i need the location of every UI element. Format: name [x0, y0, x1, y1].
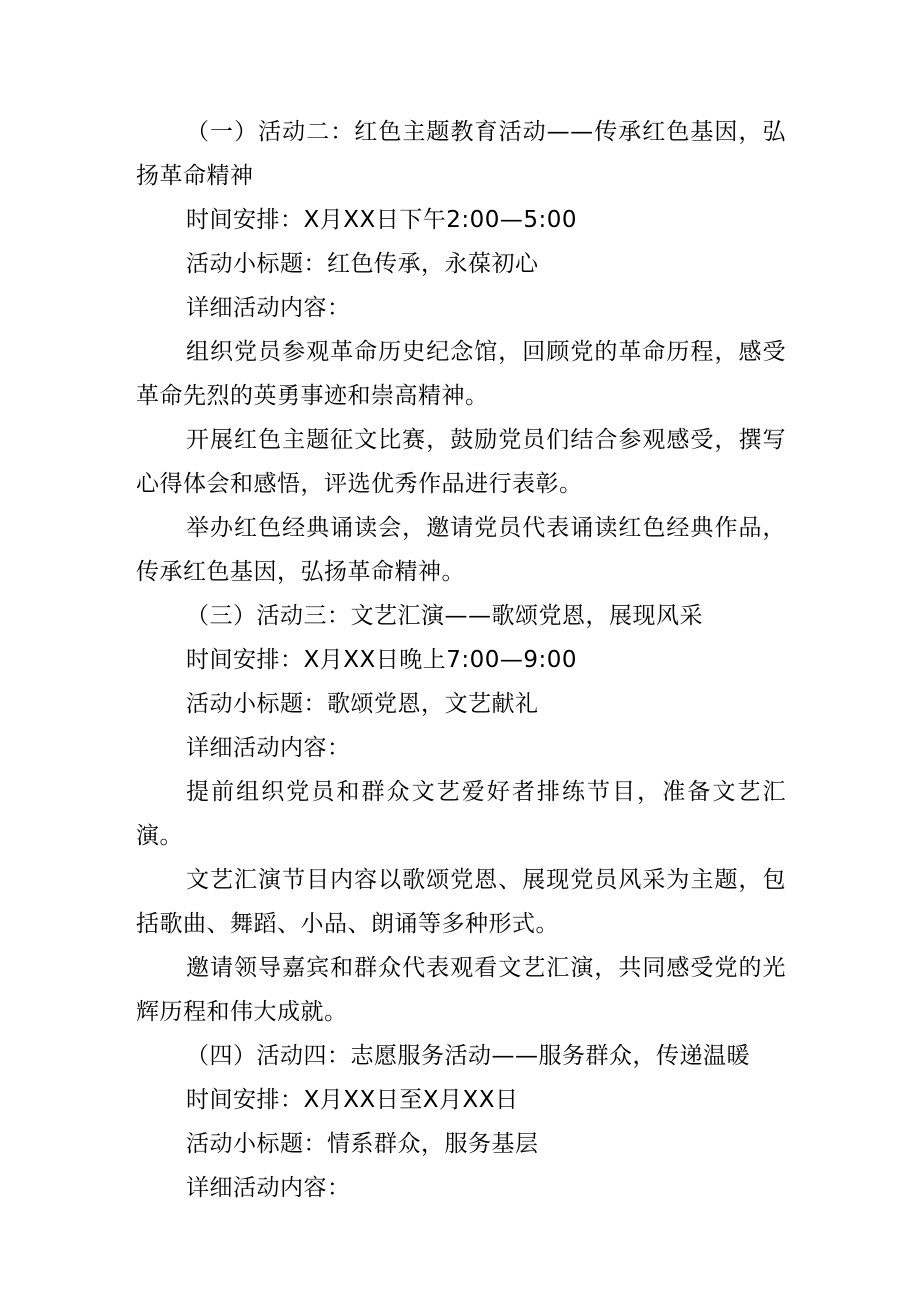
section-heading-activity-2: （一）活动二：红色主题教育活动——传承红色基因，弘扬革命精神 [136, 119, 786, 189]
schedule-activity-4: 时间安排：X月XX日至X月XX日 [186, 1087, 519, 1113]
details-label-activity-3: 详细活动内容： [186, 735, 351, 761]
details-label-activity-2: 详细活动内容： [186, 295, 351, 321]
schedule-activity-2: 时间安排：X月XX日下午2:00—5:00 [186, 207, 578, 233]
subtitle-activity-4: 活动小标题：情系群众，服务基层 [186, 1131, 539, 1157]
section-heading-activity-4: （四）活动四：志愿服务活动——服务群众，传递温暖 [186, 1043, 750, 1069]
detail-paragraph: 开展红色主题征文比赛，鼓励党员们结合参观感受，撰写心得体会和感悟，评选优秀作品进行表彰。 [136, 427, 786, 497]
document-body [136, 110, 786, 1210]
schedule-activity-3: 时间安排：X月XX日晚上7:00—9:00 [186, 647, 578, 673]
subtitle-activity-3: 活动小标题：歌颂党恩，文艺献礼 [186, 691, 539, 717]
detail-paragraph: 邀请领导嘉宾和群众代表观看文艺汇演，共同感受党的光辉历程和伟大成就。 [136, 955, 786, 1025]
subtitle-activity-2: 活动小标题：红色传承，永葆初心 [186, 251, 539, 277]
section-heading-activity-3: （三）活动三：文艺汇演——歌颂党恩，展现风采 [186, 603, 703, 629]
detail-paragraph: 提前组织党员和群众文艺爱好者排练节目，准备文艺汇演。 [136, 779, 786, 849]
detail-paragraph: 文艺汇演节目内容以歌颂党恩、展现党员风采为主题，包括歌曲、舞蹈、小品、朗诵等多种形式。 [136, 867, 786, 937]
details-label-activity-4: 详细活动内容： [186, 1175, 351, 1201]
detail-paragraph: 组织党员参观革命历史纪念馆，回顾党的革命历程，感受革命先烈的英勇事迹和崇高精神。 [136, 339, 786, 409]
detail-paragraph: 举办红色经典诵读会，邀请党员代表诵读红色经典作品，传承红色基因，弘扬革命精神。 [136, 515, 786, 585]
